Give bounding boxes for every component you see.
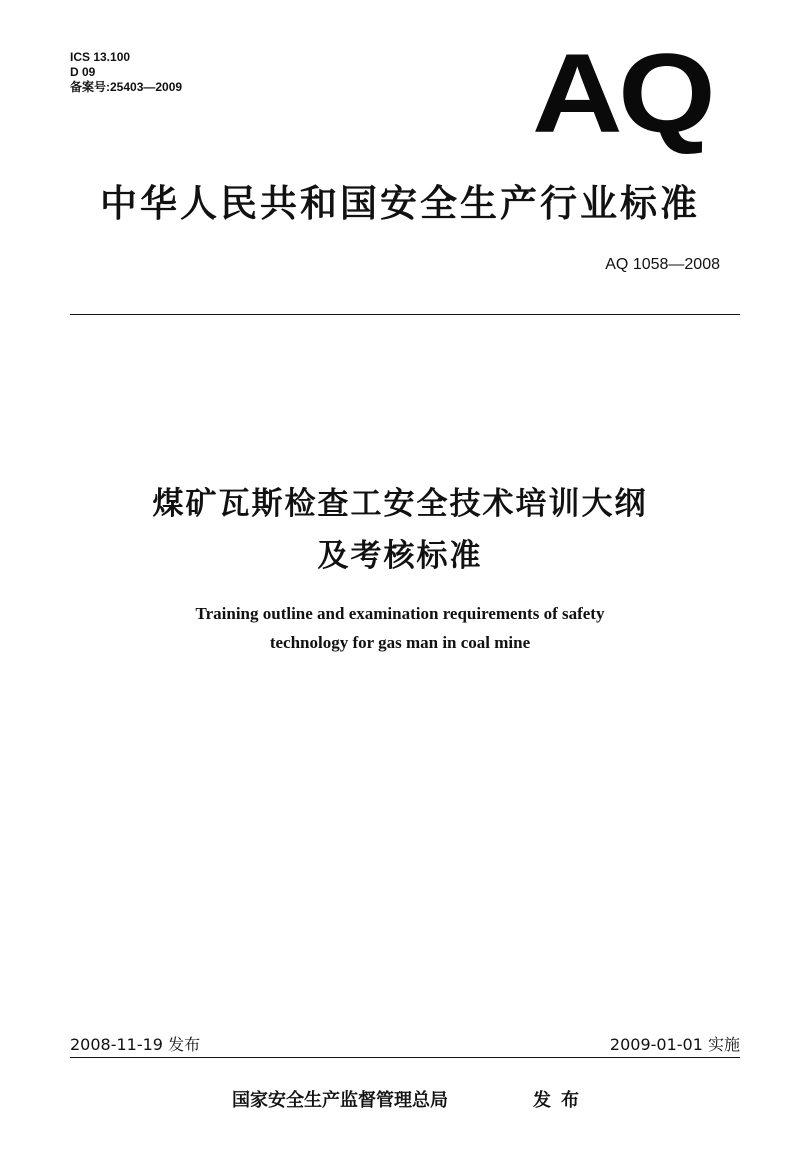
english-title-line-2: technology for gas man in coal mine: [269, 633, 531, 652]
publisher-name: 国家安全生产监督管理总局: [232, 1090, 448, 1111]
bottom-divider: [70, 1057, 740, 1058]
standard-metadata: [70, 50, 182, 95]
record-number: 备案号:25403—2009: [70, 80, 183, 94]
top-divider: [70, 314, 740, 315]
implementation-date: 2009-01-01 实施: [609, 1035, 740, 1054]
english-title-line-1: Training outline and examination requirements of safety: [195, 604, 605, 623]
document-title-line-1: 煤矿瓦斯检查工安全技术培训大纲: [152, 486, 648, 522]
document-title-line-2: 及考核标准: [317, 538, 483, 574]
issue-date: 2008-11-19 发布: [70, 1035, 201, 1054]
ics-code: ICS 13.100: [70, 50, 131, 64]
ccs-code: D 09: [70, 65, 96, 79]
standard-number: AQ 1058—2008: [605, 256, 720, 273]
standard-category-title: 中华人民共和国安全生产行业标准: [100, 182, 700, 225]
aq-logo: AQ: [532, 31, 712, 156]
publish-label: 发布: [533, 1090, 589, 1111]
